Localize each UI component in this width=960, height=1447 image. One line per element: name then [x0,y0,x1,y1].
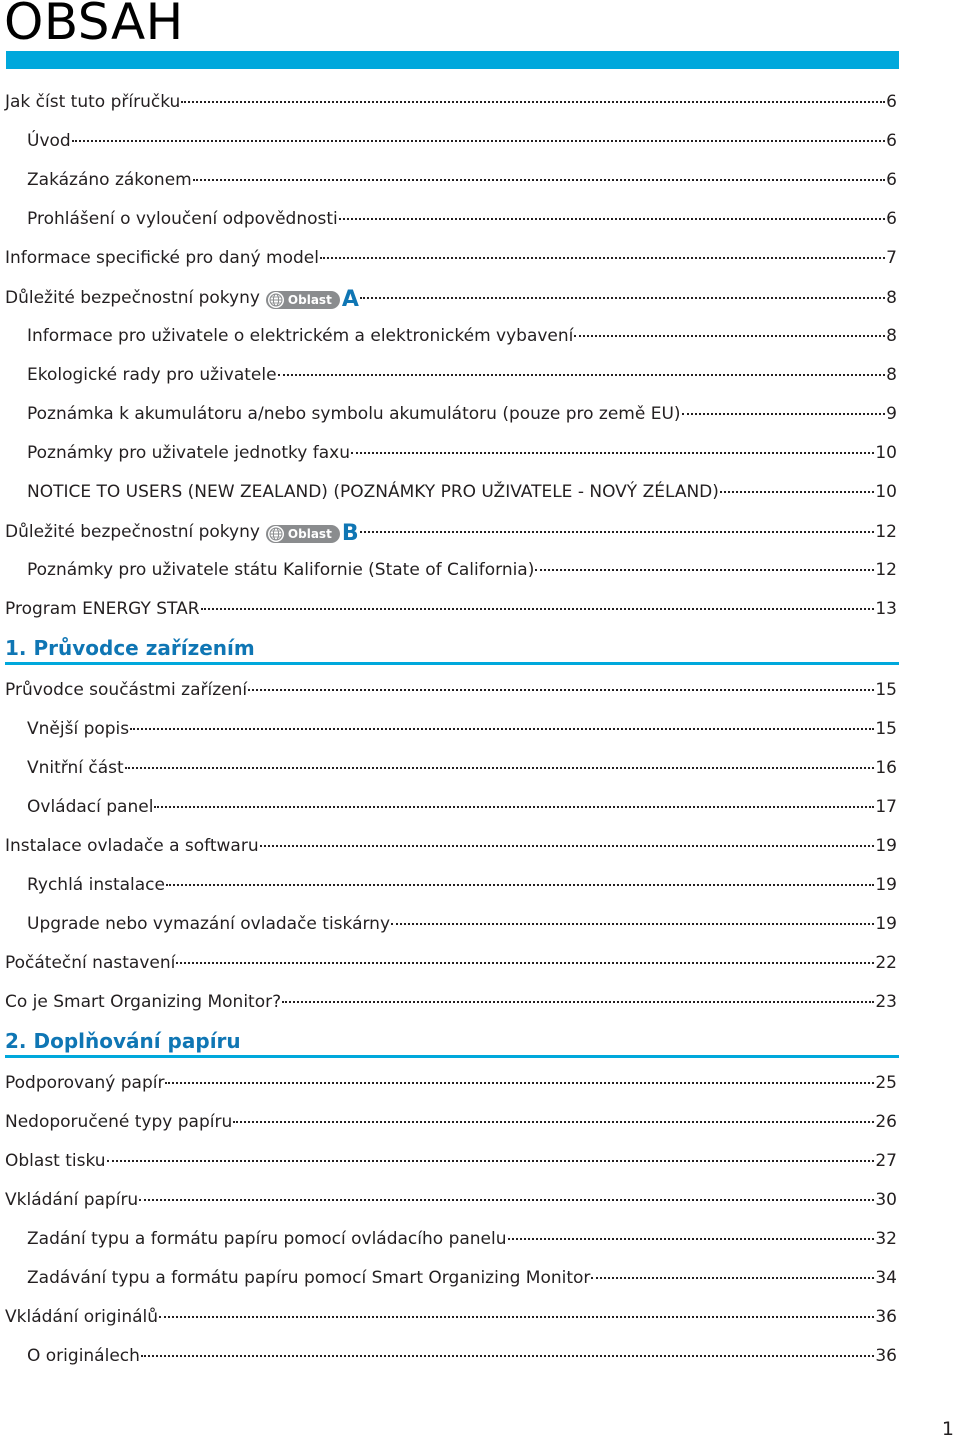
toc-entry-label: Ekologické rady pro uživatele [27,365,277,385]
dot-leader [391,923,874,925]
toc-entry-page: 8 [886,326,897,346]
dot-leader [320,257,885,259]
toc-entry[interactable] [27,793,897,821]
toc-entry-label: Důležité bezpečnostní pokyny [5,288,260,308]
region-badge-text: Oblast [287,293,332,307]
toc-entry-page: 6 [886,92,897,112]
dot-leader [360,531,875,533]
dot-leader [125,767,875,769]
toc-entry-page: 19 [875,875,897,895]
toc-entry-label: Program ENERGY STAR [5,599,200,619]
toc-entry[interactable] [27,400,897,428]
toc-entry[interactable] [27,127,897,155]
toc-entry-label: Zadávání typu a formátu papíru pomocí Smart Organizing Monitor [27,1268,591,1288]
toc-entry-label: Důležité bezpečnostní pokyny [5,522,260,542]
dot-leader [339,218,885,220]
dot-leader [72,140,885,142]
toc-entry-page: 36 [875,1346,897,1366]
toc-entry[interactable] [5,1108,897,1136]
toc-entry[interactable] [5,1069,897,1097]
dot-leader [159,1316,874,1318]
toc-entry-page: 27 [875,1151,897,1171]
toc-entry-page: 15 [875,719,897,739]
dot-leader [201,608,875,610]
toc-entry-page: 10 [875,443,897,463]
region-letter: B [341,521,359,546]
dot-leader [107,1160,875,1162]
dot-leader [130,728,874,730]
toc-entry-label: Zadání typu a formátu papíru pomocí ovládacího panelu [27,1229,507,1249]
toc-entry-page: 12 [875,560,897,580]
toc-entry[interactable] [27,166,897,194]
globe-icon [268,292,284,308]
dot-leader [351,452,874,454]
toc-entry-label: Upgrade nebo vymazání ovladače tiskárny [27,914,391,934]
toc-entry[interactable] [27,715,897,743]
toc-entry[interactable] [27,361,897,389]
toc-entry-page: 30 [875,1190,897,1210]
toc-entry-label: Zakázáno zákonem [27,170,192,190]
dot-leader [360,297,885,299]
toc-entry-page: 15 [875,680,897,700]
toc-entry[interactable] [5,283,897,311]
toc-entry-label: Vkládání originálů [5,1307,159,1327]
region-letter: A [341,287,359,312]
dot-leader [682,413,886,415]
region-pill [266,291,340,309]
toc-entry-page: 34 [875,1268,897,1288]
toc-entry[interactable] [27,205,897,233]
toc-entry-page: 19 [875,914,897,934]
dot-leader [165,1082,874,1084]
toc-entry-label: Oblast tisku [5,1151,106,1171]
dot-leader [154,806,874,808]
toc-entry-label: Nedoporučené typy papíru [5,1112,233,1132]
dot-leader [181,101,885,103]
toc-entry-label: Informace pro uživatele o elektrickém a elektronickém vybavení [27,326,574,346]
dot-leader [176,962,874,964]
page-title: OBSAH [4,0,184,51]
toc-entry-label: Poznámka k akumulátoru a/nebo symbolu akumulátoru (pouze pro země EU) [27,404,681,424]
dot-leader [574,335,885,337]
toc-entry[interactable] [27,556,897,584]
chapter-heading[interactable]: 1. Průvodce zařízením [5,636,255,660]
region-pill [266,525,340,543]
toc-entry-page: 23 [875,992,897,1012]
toc-entry-page: 10 [875,482,897,502]
toc-entry[interactable] [27,439,897,467]
toc-entry[interactable] [5,1147,897,1175]
toc-entry-page: 26 [875,1112,897,1132]
toc-entry-page: 6 [886,209,897,229]
region-badge-text: Oblast [287,527,332,541]
toc-entry-label: NOTICE TO USERS (NEW ZEALAND) (POZNÁMKY PRO UŽIVATELE - NOVÝ ZÉLAND) [27,482,719,502]
toc-entry[interactable] [5,88,897,116]
toc-entry[interactable] [5,988,897,1016]
dot-leader [139,1199,874,1201]
toc-entry-label: Vkládání papíru [5,1190,139,1210]
toc-entry-label: Poznámky pro uživatele jednotky faxu [27,443,350,463]
toc-entry-page: 25 [875,1073,897,1093]
toc-entry-label: Rychlá instalace [27,875,165,895]
dot-leader [535,569,874,571]
dot-leader [508,1238,875,1240]
toc-entry-label: Prohlášení o vyloučení odpovědnosti [27,209,338,229]
toc-entry-label: Co je Smart Organizing Monitor? [5,992,282,1012]
toc-entry-page: 6 [886,131,897,151]
toc-entry[interactable] [5,517,897,545]
toc-entry-page: 32 [875,1229,897,1249]
toc-entry[interactable] [27,1342,897,1370]
globe-icon [268,526,284,542]
page-number: 1 [941,1418,954,1440]
toc-entry[interactable] [5,1186,897,1214]
toc-entry-label: Ovládací panel [27,797,154,817]
chapter-heading[interactable]: 2. Doplňování papíru [5,1029,241,1053]
toc-entry-label: Vnější popis [27,719,130,739]
dot-leader [260,845,875,847]
toc-entry[interactable] [27,1225,897,1253]
toc-entry-page: 8 [886,365,897,385]
chapter-rule [5,1055,899,1058]
toc-entry[interactable] [5,832,897,860]
toc-entry[interactable] [27,1264,897,1292]
dot-leader [282,1001,874,1003]
toc-entry[interactable] [27,871,897,899]
dot-leader [141,1355,874,1357]
toc-entry-page: 36 [875,1307,897,1327]
toc-entry[interactable] [5,676,897,704]
toc-entry-label: Počáteční nastavení [5,953,176,973]
toc-entry[interactable] [5,595,897,623]
toc-entry-page: 13 [875,599,897,619]
dot-leader [233,1121,874,1123]
toc-entry-page: 9 [886,404,897,424]
toc-entry-label: Instalace ovladače a softwaru [5,836,259,856]
toc-entry-page: 6 [886,170,897,190]
toc-entry-page: 22 [875,953,897,973]
toc-entry[interactable] [27,478,897,506]
region-badge [266,521,359,547]
dot-leader [166,884,874,886]
toc-entry[interactable] [5,244,897,272]
toc-entry-label: O originálech [27,1346,140,1366]
dot-leader [278,374,886,376]
toc-entry-page: 16 [875,758,897,778]
dot-leader [591,1277,874,1279]
dot-leader [248,689,874,691]
toc-entry[interactable] [27,910,897,938]
toc-entry-label: Průvodce součástmi zařízení [5,680,248,700]
chapter-rule [5,662,899,665]
toc-entry-label: Úvod [27,131,71,151]
toc-entry-label: Vnitřní část [27,758,124,778]
dot-leader [193,179,885,181]
toc-entry-page: 7 [886,248,897,268]
toc-entry[interactable] [5,949,897,977]
toc-entry[interactable] [27,322,897,350]
region-badge [266,287,359,313]
toc-entry-label: Jak číst tuto příručku [5,92,181,112]
toc-entry-label: Podporovaný papír [5,1073,165,1093]
toc-entry-label: Informace specifické pro daný model [5,248,319,268]
toc-entry-page: 12 [875,522,897,542]
toc-entry-label: Poznámky pro uživatele státu Kalifornie (State of California) [27,560,535,580]
toc-entry[interactable] [27,754,897,782]
toc-entry-page: 17 [875,797,897,817]
toc-entry-page: 19 [875,836,897,856]
toc-entry[interactable] [5,1303,897,1331]
toc-entry-page: 8 [886,288,897,308]
dot-leader [720,491,874,493]
